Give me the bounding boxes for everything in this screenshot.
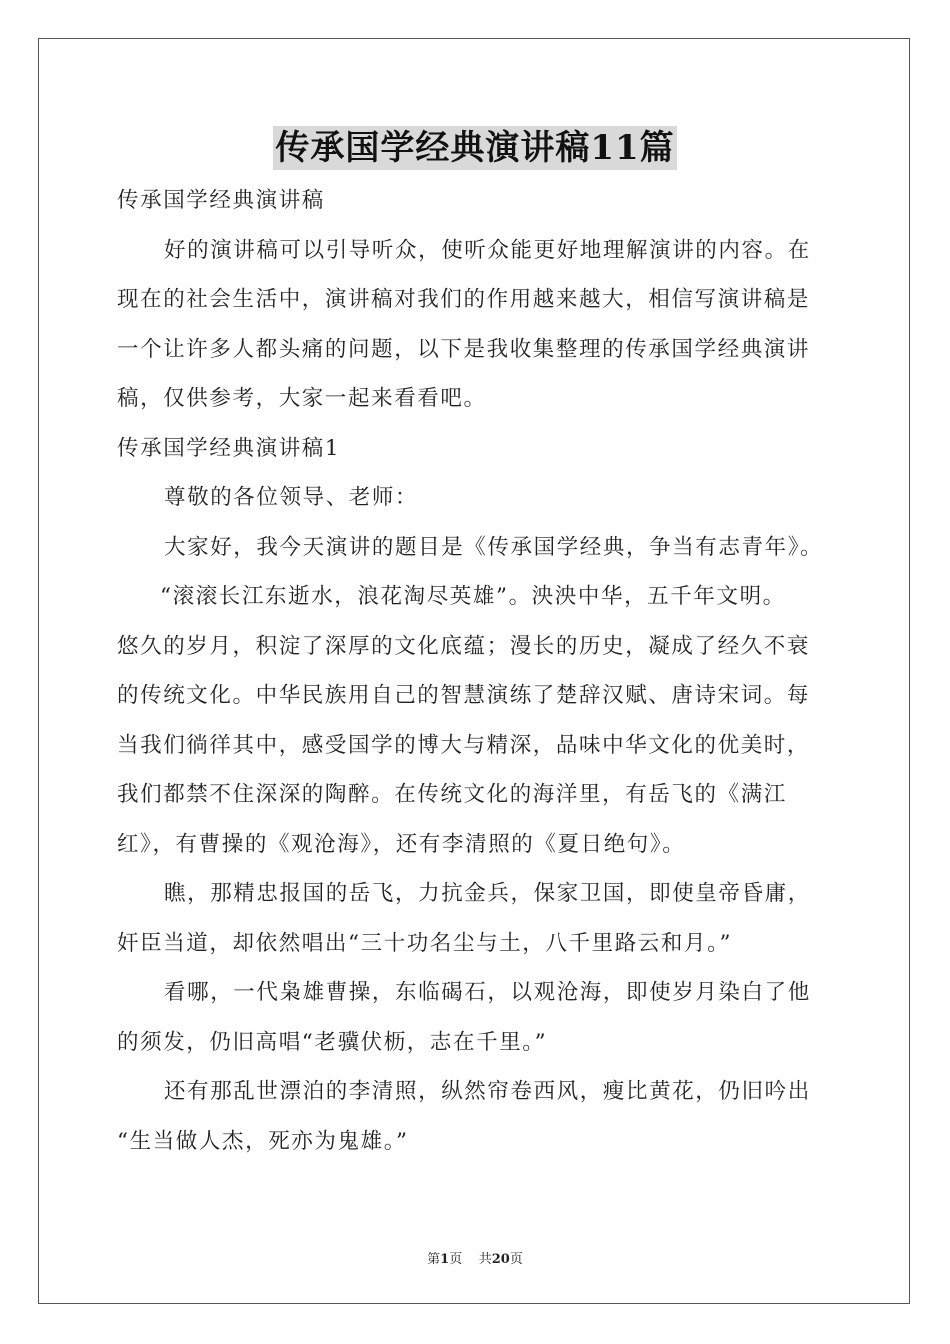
body-line: 好的演讲稿可以引导听众，使听众能更好地理解演讲的内容。在 (164, 237, 811, 263)
body-line: 悠久的岁月，积淀了深厚的文化底蕴；漫长的历史，凝成了经久不衰 (117, 633, 811, 659)
body-line: 的须发，仍旧高唱“老骥伏枥，志在千里。” (117, 1029, 548, 1055)
body-line: 当我们徜徉其中，感受国学的博大与精深，品味中华文化的优美时， (117, 732, 811, 758)
total-page-count: 20 (491, 1252, 510, 1267)
body-line: 传承国学经典演讲稿 (117, 188, 325, 213)
body-line: 红》，有曹操的《观沧海》，还有李清照的《夏日绝句》。 (117, 831, 686, 857)
body-line: 稿，仅供参考，大家一起来看看吧。 (117, 386, 487, 411)
title-container (0, 126, 950, 170)
body-line: 的传统文化。中华民族用自己的智慧演练了楚辞汉赋、唐诗宋词。每 (117, 683, 811, 708)
page-prefix: 第 (427, 1252, 441, 1267)
body-line: “滚滚长江东逝水，浪花淘尽英雄”。泱泱中华，五千年文明。 (160, 584, 786, 609)
page-footer (0, 1248, 950, 1267)
body-line: 看哪，一代枭雄曹操，东临碣石，以观沧海，即使岁月染白了他 (164, 980, 811, 1005)
body-line: 一个让许多人都头痛的问题，以下是我收集整理的传承国学经典演讲 (117, 336, 811, 362)
body-line: 瞧，那精忠报国的岳飞，力抗金兵，保家卫国，即使皇帝昏庸， (164, 881, 811, 906)
total-suffix: 页 (509, 1252, 523, 1267)
document-body (117, 176, 839, 1166)
body-line: 现在的社会生活中，演讲稿对我们的作用越来越大，相信写演讲稿是 (117, 287, 811, 312)
body-line: 大家好，我今天演讲的题目是《传承国学经典，争当有志青年》。 (164, 534, 824, 560)
document-title: 传承国学经典演讲稿11篇 (275, 128, 675, 168)
body-line: “生当做人杰，死亦为鬼雄。” (117, 1128, 409, 1154)
page-suffix: 页 (449, 1252, 463, 1267)
body-line: 尊敬的各位领导、老师： (164, 485, 419, 510)
current-page-number: 1 (440, 1252, 450, 1267)
body-line: 我们都禁不住深深的陶醉。在传统文化的海洋里，有岳飞的《满江 (117, 782, 787, 807)
body-line: 还有那乱世漂泊的李清照，纵然帘卷西风，瘦比黄花，仍旧吟出 (164, 1079, 811, 1104)
total-prefix: 共 (478, 1252, 492, 1267)
body-line: 奸臣当道，却依然唱出“三十功名尘与土，八千里路云和月。” (117, 930, 733, 956)
section-heading: 传承国学经典演讲稿1 (117, 435, 341, 461)
